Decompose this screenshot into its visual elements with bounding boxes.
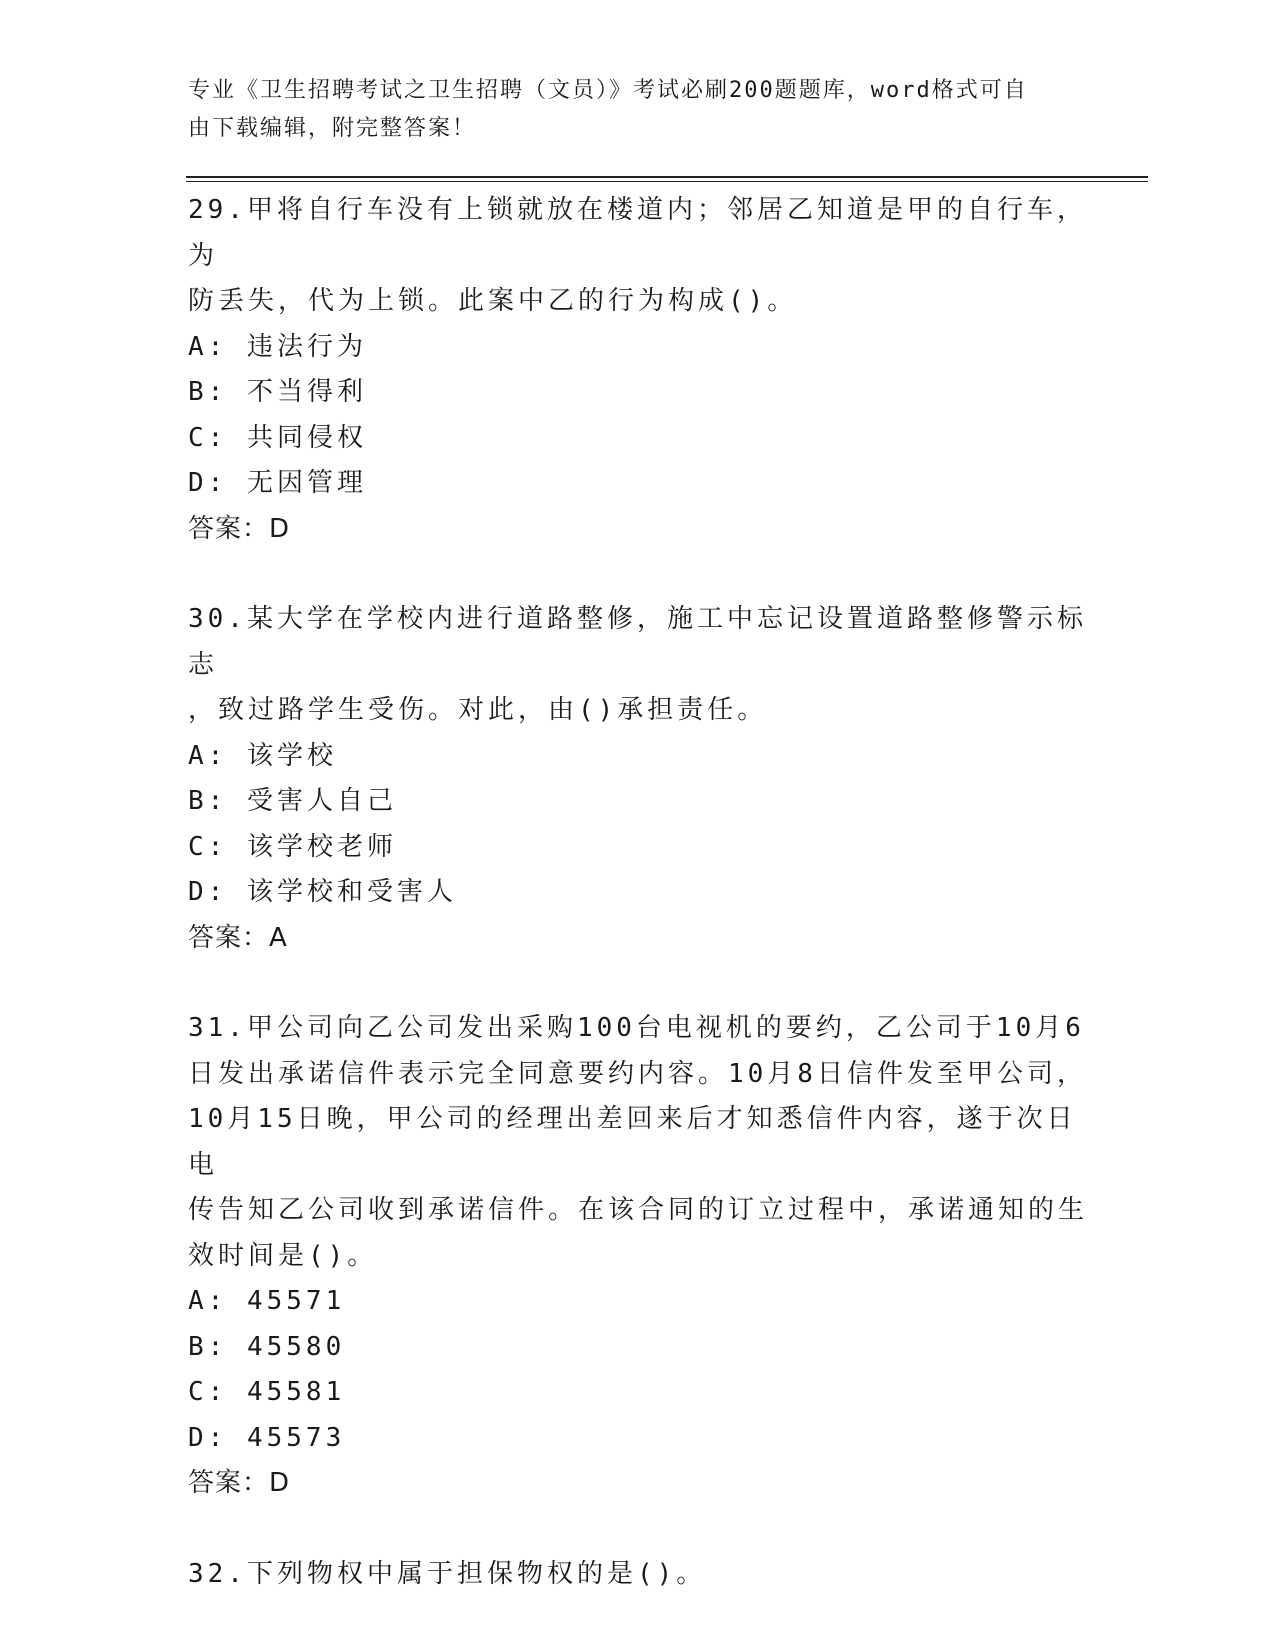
option-d: D: 无因管理 bbox=[188, 468, 367, 498]
option-c: C: 该学校老师 bbox=[188, 831, 397, 862]
question-list bbox=[188, 188, 1088, 1597]
question-32 bbox=[188, 1552, 1088, 1598]
option-b: B: 受害人自己 bbox=[188, 786, 397, 816]
option-c: C: 共同侵权 bbox=[188, 422, 367, 453]
header-divider-thin bbox=[186, 181, 1148, 182]
question-31 bbox=[188, 1006, 1088, 1507]
question-stem-line: 30.某大学在学校内进行道路整修，施工中忘记设置道路整修警示标志 bbox=[188, 604, 1087, 680]
question-30 bbox=[188, 597, 1088, 961]
question-gap bbox=[188, 552, 1088, 597]
question-gap bbox=[188, 961, 1088, 1006]
question-stem-line: 日发出承诺信件表示完全同意要约内容。10月8日信件发至甲公司， bbox=[188, 1058, 1087, 1089]
question-29 bbox=[188, 188, 1088, 552]
question-stem-line: 传告知乙公司收到承诺信件。在该合同的订立过程中，承诺通知的生 bbox=[188, 1195, 1089, 1225]
option-a: A: 该学校 bbox=[188, 740, 337, 771]
question-stem-line: 防丢失，代为上锁。此案中乙的行为构成()。 bbox=[188, 286, 798, 316]
question-stem-line: 10月15日晚，甲公司的经理出差回来后才知悉信件内容，遂于次日电 bbox=[188, 1104, 1077, 1180]
question-stem-line: 31.甲公司向乙公司发出采购100台电视机的要约，乙公司于10月6 bbox=[188, 1013, 1085, 1043]
option-a: A: 45571 bbox=[188, 1286, 346, 1316]
header-divider-thick bbox=[186, 176, 1148, 178]
option-c: C: 45581 bbox=[188, 1377, 346, 1407]
question-gap bbox=[188, 1507, 1088, 1552]
header-line-2: 由下载编辑，附完整答案！ bbox=[188, 116, 477, 141]
answer-line: 答案：D bbox=[188, 1468, 291, 1498]
question-stem-line: 29.甲将自行车没有上锁就放在楼道内；邻居乙知道是甲的自行车，为 bbox=[188, 195, 1087, 271]
option-b: B: 不当得利 bbox=[188, 377, 367, 407]
question-stem-line: 32.下列物权中属于担保物权的是()。 bbox=[188, 1558, 707, 1589]
question-stem-line: ，致过路学生受伤。对此，由()承担责任。 bbox=[188, 695, 768, 725]
question-stem-line: 效时间是()。 bbox=[188, 1240, 378, 1271]
option-a: A: 违法行为 bbox=[188, 331, 367, 362]
answer-line: 答案：D bbox=[188, 513, 291, 544]
document-header bbox=[188, 72, 1068, 148]
header-line-1: 专业《卫生招聘考试之卫生招聘（文员）》考试必刷200题题库，word格式可自 bbox=[188, 78, 1028, 103]
option-b: B: 45580 bbox=[188, 1331, 346, 1362]
option-d: D: 该学校和受害人 bbox=[188, 877, 457, 907]
answer-line: 答案：A bbox=[188, 922, 288, 953]
option-d: D: 45573 bbox=[188, 1422, 346, 1453]
